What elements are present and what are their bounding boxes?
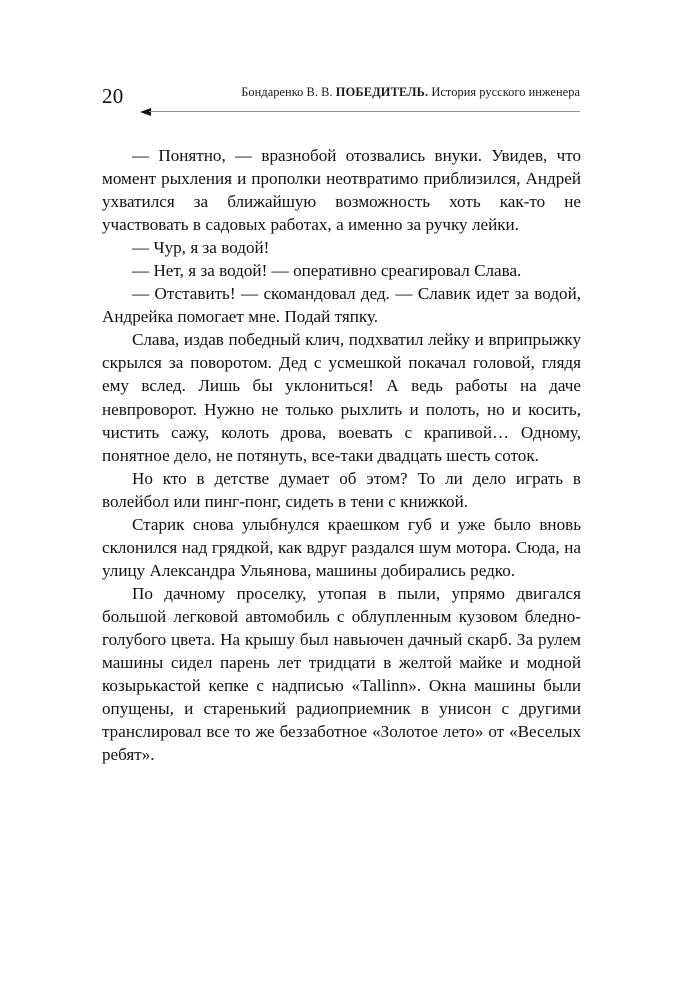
page-number: 20 [102,84,124,108]
body-paragraph: — Понятно, — вразнобой отозвались внуки. Увидев, что момент рыхления и прополки неотвратимо приблизился, Андрей ухватился за ближайшую возможность хоть как-то не участвовать в садовых работах, а именно за ручку лейки. [102,146,581,235]
running-head-title [178,84,580,100]
dialogue-paragraph: — Чур, я за водой! [132,238,270,258]
dialogue-paragraph: — Отставить! — скомандовал дед. — Славик идет за водой, Андрейка помогает мне. Подай тяпку. [102,284,581,327]
header-rule-line [149,111,580,112]
body-paragraph: Слава, издав победный клич, подхватил лейку и вприпрыжку скрылся за поворотом. Дед с усмешкой покачал головой, глядя ему вслед. Лишь бы уклониться! А ведь работы на даче невпроворот. Нужно не только рыхлить и полоть, но и косить, чистить сажу, колоть дрова, воевать с крапивой… Одному, понятное дело, не потянуть, все-таки двадцать шесть соток. [102,330,581,465]
body-paragraph: По дачному проселку, утопая в пыли, упрямо двигался большой легковой автомобиль с облупленным кузовом бледно-голубого цвета. На крышу был навьючен дачный скарб. За рулем машины сидел парень лет тридцати в желтой майке и модной козырькастой кепке с надписью «Tallinn». Окна машины были опущены, и старенький радиоприемник в унисон с другими транслировал все то же беззаботное «Золотое лето» от «Веселых ребят». [102,583,581,765]
running-head-author: Бондаренко В. В. [241,85,336,99]
body-paragraph: Но кто в детстве думает об этом? То ли дело играть в волейбол или пинг-понг, сидеть в тени с книжкой. [102,468,581,511]
running-head-subtitle: История русского инженера [428,85,580,99]
running-head-book-title: ПОБЕДИТЕЛЬ. [335,85,429,99]
body-text-column [102,144,581,766]
body-paragraph: Старик снова улыбнулся краешком губ и уже было вновь склонился над грядкой, как вдруг раздался шум мотора. Сюда, на улицу Александра Ульянова, машины добирались редко. [102,514,581,580]
header-arrow-rule [140,107,580,116]
dialogue-paragraph: — Нет, я за водой! — оперативно среагировал Слава. [132,261,522,281]
running-header [102,84,580,116]
